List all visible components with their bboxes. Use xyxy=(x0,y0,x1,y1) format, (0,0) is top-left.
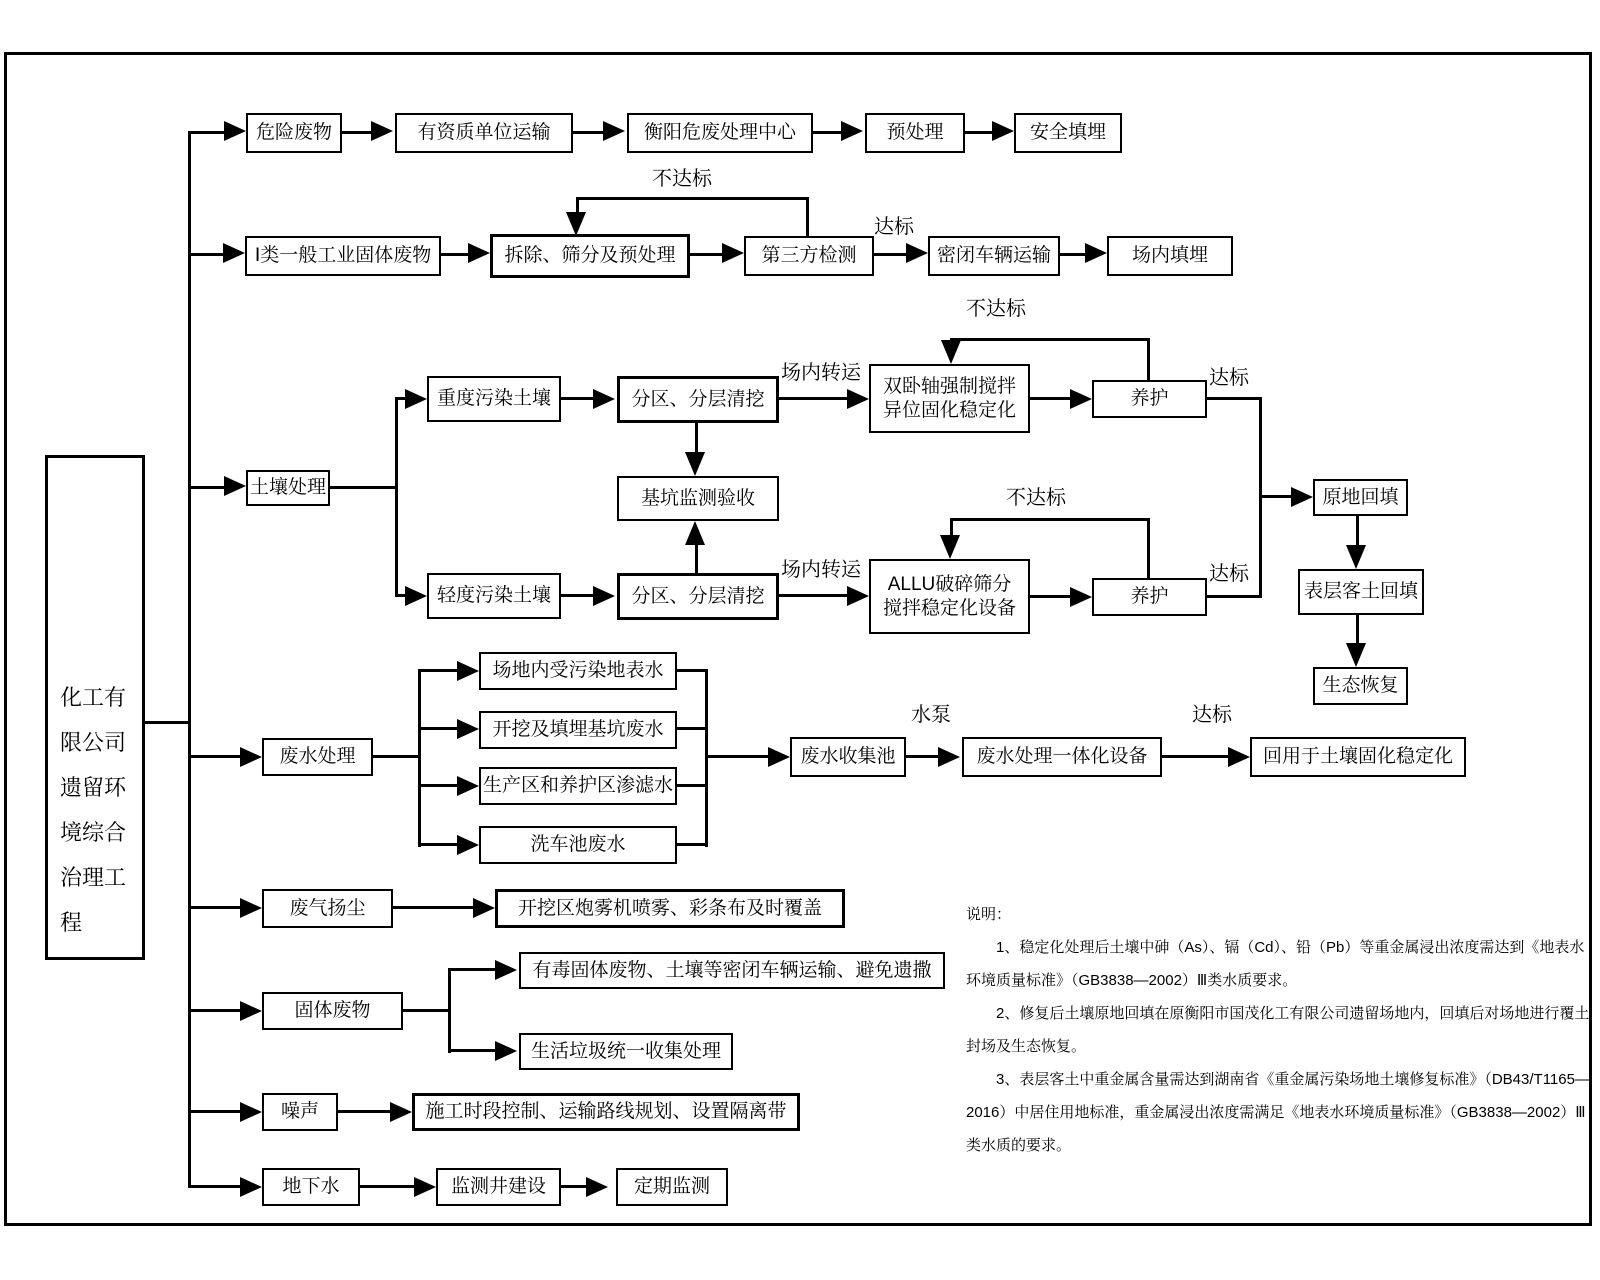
qualified-transport-box-label: 有资质单位运输 xyxy=(417,122,551,144)
flow-line xyxy=(576,197,809,200)
arrowhead-icon xyxy=(1070,587,1092,607)
flow-line xyxy=(441,253,468,256)
noise-box-label: 噪声 xyxy=(280,1101,319,1123)
flow-line xyxy=(448,1049,495,1052)
flow-line xyxy=(950,338,1150,341)
soil-transfer-bottom-label: 场内转运 xyxy=(781,559,861,581)
dual-shaft-solidification-box xyxy=(869,364,1030,433)
arrowhead-icon xyxy=(847,586,869,606)
note-item-1: 1、稳定化处理后土壤中砷（As）、镉（Cd）、铅（Pb）等重金属浸出浓度需达到《地表水环境质量标准》（GB3838—2002）Ⅲ类水质要求。 xyxy=(966,939,1585,989)
flow-line xyxy=(561,397,593,400)
flow-line xyxy=(561,594,593,597)
toxic-waste-transport-box-label: 有毒固体废物、土壤等密闭车辆运输、避免遗撒 xyxy=(532,959,932,981)
water-pump-label: 水泵 xyxy=(911,704,951,726)
sealed-vehicle-transport-box xyxy=(928,236,1060,276)
heavy-polluted-soil-box xyxy=(427,376,561,422)
note-item-3: 3、表层客土中重金属含量需达到湖南省《重金属污染场地土壤修复标准》（DB43/T1165—2016）中居住用地标准，重金属浸出浓度需满足《地表水环境质量标准》（GB3838—2002）Ⅲ类水质的要求。 xyxy=(966,1071,1590,1154)
arrowhead-icon xyxy=(992,121,1014,141)
curing-bottom-box xyxy=(1092,578,1207,616)
soil-transfer-top-label: 场内转运 xyxy=(781,362,861,384)
safe-landfill-box-label: 安全填埋 xyxy=(1029,122,1106,144)
flow-line xyxy=(373,755,420,758)
noise-box xyxy=(262,1093,338,1131)
arrowhead-icon xyxy=(940,535,960,559)
arrowhead-icon xyxy=(405,389,427,409)
subarea-excavation-top-box-label: 分区、分层清挖 xyxy=(631,388,765,410)
flow-line xyxy=(1262,495,1291,498)
arrowhead-icon xyxy=(240,1102,262,1122)
seepage-water-box xyxy=(479,767,677,805)
periodic-monitoring-box xyxy=(616,1168,728,1206)
arrowhead-icon xyxy=(414,1177,436,1197)
flow-line xyxy=(418,669,457,672)
hazardous-waste-box xyxy=(246,113,342,153)
soil-reuse-box xyxy=(1250,737,1466,777)
integrated-treatment-device-box-label: 废水处理一体化设备 xyxy=(976,746,1148,768)
arrowhead-icon xyxy=(1228,747,1250,767)
flow-line xyxy=(418,727,457,730)
eco-restoration-box-label: 生态恢复 xyxy=(1322,675,1399,697)
flow-line xyxy=(779,594,847,597)
flow-line xyxy=(330,486,397,489)
flow-line xyxy=(448,968,451,1053)
soil-pass-bottom-label: 达标 xyxy=(1209,563,1249,585)
noise-measures-box xyxy=(412,1093,800,1131)
carwash-wastewater-box xyxy=(479,826,677,864)
flow-line xyxy=(813,131,841,134)
flow-line xyxy=(677,727,708,730)
curing-top-box-label: 养护 xyxy=(1130,388,1169,410)
pit-wastewater-box-label: 开挖及填埋基坑废水 xyxy=(492,719,664,741)
flow-line xyxy=(677,784,708,787)
polluted-surface-water-box xyxy=(479,652,677,690)
flow-line xyxy=(874,253,906,256)
soil-fail-top-label: 不达标 xyxy=(966,298,1026,320)
sealed-vehicle-transport-box-label: 密闭车辆运输 xyxy=(936,245,1051,267)
flow-line xyxy=(1030,397,1070,400)
light-polluted-soil-box-label: 轻度污染土壤 xyxy=(436,585,551,607)
arrowhead-icon xyxy=(941,340,961,364)
groundwater-box xyxy=(262,1168,360,1206)
solid-waste-box xyxy=(262,992,403,1030)
solid-waste-box-label: 固体废物 xyxy=(294,1000,371,1022)
flow-line xyxy=(188,1009,242,1012)
flow-line xyxy=(393,906,473,909)
allu-stabilization-box-label: ALLU破碎筛分 xyxy=(887,573,1012,595)
subarea-excavation-bottom-box xyxy=(617,573,779,620)
third-party-test-box xyxy=(744,236,874,276)
arrowhead-icon xyxy=(906,243,928,263)
arrowhead-icon xyxy=(1070,389,1092,409)
flow-line xyxy=(188,906,242,909)
project-root-label: 化工有限公司遗留环境综合治理工程 xyxy=(60,685,127,935)
flow-line xyxy=(418,784,457,787)
flow-line xyxy=(695,423,698,454)
notes-block xyxy=(966,898,1594,1162)
onsite-landfill-box-label: 场内填埋 xyxy=(1131,245,1208,267)
dual-shaft-solidification-box-label: 异位固化稳定化 xyxy=(882,399,1016,421)
arrowhead-icon xyxy=(593,586,615,606)
pit-monitoring-acceptance-box xyxy=(617,476,779,521)
arrowhead-icon xyxy=(468,243,490,263)
wastewater-treatment-box xyxy=(262,738,373,776)
arrowhead-icon xyxy=(240,1177,262,1197)
dual-shaft-solidification-box-label: 双卧轴强制搅拌 xyxy=(882,375,1016,397)
arrowhead-icon xyxy=(586,1177,608,1197)
groundwater-box-label: 地下水 xyxy=(282,1176,340,1198)
arrowhead-icon xyxy=(457,661,479,681)
monitoring-well-box-label: 监测井建设 xyxy=(450,1176,546,1198)
monitoring-well-box xyxy=(436,1168,561,1206)
flow-line xyxy=(705,669,708,847)
allu-stabilization-box-label: 搅拌稳定化设备 xyxy=(882,597,1016,619)
dust-gas-box xyxy=(262,889,393,928)
polluted-surface-water-box-label: 场地内受污染地表水 xyxy=(492,660,664,682)
dust-measures-box-label: 开挖区炮雾机喷雾、彩条布及时覆盖 xyxy=(517,897,822,919)
arrowhead-icon xyxy=(593,389,615,409)
arrowhead-icon xyxy=(457,719,479,739)
flow-line xyxy=(965,131,992,134)
arrowhead-icon xyxy=(841,121,863,141)
flow-line xyxy=(677,843,708,846)
pretreatment-box xyxy=(865,113,965,153)
flow-line xyxy=(1060,253,1085,256)
flow-line xyxy=(950,518,1150,521)
soil-fail-bottom-label: 不达标 xyxy=(1006,487,1066,509)
arrowhead-icon xyxy=(224,476,246,496)
flow-line xyxy=(145,721,190,724)
flow-line xyxy=(188,1110,242,1113)
arrowhead-icon xyxy=(390,1102,412,1122)
flow-line xyxy=(1147,518,1150,578)
flow-line xyxy=(403,1009,450,1012)
pretreatment-box-label: 预处理 xyxy=(886,122,944,144)
flow-line xyxy=(779,397,847,400)
flow-line xyxy=(1207,397,1262,400)
flow-line xyxy=(677,669,708,672)
onsite-landfill-box xyxy=(1107,236,1233,276)
flow-line xyxy=(695,545,698,573)
subarea-excavation-top-box xyxy=(617,376,779,423)
flow-line xyxy=(690,253,722,256)
arrowhead-icon xyxy=(223,243,245,263)
seepage-water-box-label: 生产区和养护区渗滤水 xyxy=(482,775,673,797)
flow-line xyxy=(338,1110,390,1113)
integrated-treatment-device-box xyxy=(962,737,1162,777)
notes-heading: 说明： xyxy=(966,906,1012,923)
arrowhead-icon xyxy=(685,521,705,545)
flow-line xyxy=(188,131,191,1188)
flow-line xyxy=(1356,615,1359,644)
flow-line xyxy=(573,131,603,134)
arrowhead-icon xyxy=(768,747,790,767)
arrowhead-icon xyxy=(566,212,586,236)
arrowhead-icon xyxy=(457,835,479,855)
arrowhead-icon xyxy=(1346,643,1366,667)
inplace-backfill-box-label: 原地回填 xyxy=(1322,486,1399,508)
allu-stabilization-box xyxy=(869,559,1030,634)
arrowhead-icon xyxy=(603,121,625,141)
flow-line xyxy=(1147,338,1150,381)
soil-reuse-box-label: 回用于土壤固化稳定化 xyxy=(1262,746,1453,768)
inplace-backfill-box xyxy=(1313,479,1408,516)
heavy-polluted-soil-box-label: 重度污染土壤 xyxy=(436,388,551,410)
noise-measures-box-label: 施工时段控制、运输路线规划、设置隔离带 xyxy=(425,1101,787,1123)
flow-line xyxy=(418,843,457,846)
light-polluted-soil-box xyxy=(427,573,561,619)
toxic-waste-transport-box xyxy=(519,952,945,989)
dust-gas-box-label: 废气扬尘 xyxy=(289,897,366,919)
flow-line xyxy=(188,486,224,489)
periodic-monitoring-box-label: 定期监测 xyxy=(633,1176,710,1198)
flow-line xyxy=(906,755,938,758)
flow-line xyxy=(188,131,224,134)
arrowhead-icon xyxy=(847,389,869,409)
wastewater-collection-pool-box-label: 废水收集池 xyxy=(800,746,896,768)
flow-line xyxy=(418,669,421,847)
wastewater-treatment-box-label: 废水处理 xyxy=(279,746,356,768)
class1-industrial-waste-box-label: Ⅰ类一般工业固体废物 xyxy=(254,245,432,267)
flow-line xyxy=(342,131,371,134)
row2-pass-label: 达标 xyxy=(874,216,914,238)
curing-bottom-box-label: 养护 xyxy=(1130,586,1169,608)
arrowhead-icon xyxy=(240,1001,262,1021)
arrowhead-icon xyxy=(1346,545,1366,569)
dismantle-screen-box xyxy=(490,234,690,278)
dismantle-screen-box-label: 拆除、筛分及预处理 xyxy=(504,245,676,267)
carwash-wastewater-box-label: 洗车池废水 xyxy=(530,834,626,856)
hazardous-waste-box-label: 危险废物 xyxy=(255,122,332,144)
wastewater-collection-pool-box xyxy=(790,737,906,777)
flow-line xyxy=(448,968,495,971)
topsoil-backfill-box-label: 表层客土回填 xyxy=(1303,581,1418,603)
note-item-2: 2、修复后土壤原地回填在原衡阳市国茂化工有限公司遗留场地内，回填后对场地进行覆土封场及生态恢复。 xyxy=(966,1005,1590,1055)
pit-monitoring-acceptance-box-label: 基坑监测验收 xyxy=(640,487,755,509)
garbage-collection-box xyxy=(519,1033,733,1070)
arrowhead-icon xyxy=(722,243,744,263)
arrowhead-icon xyxy=(240,747,262,767)
flow-line xyxy=(705,755,768,758)
arrowhead-icon xyxy=(457,776,479,796)
soil-pass-top-label: 达标 xyxy=(1209,367,1249,389)
dust-measures-box xyxy=(495,889,845,928)
subarea-excavation-bottom-box-label: 分区、分层清挖 xyxy=(631,585,765,607)
flow-line xyxy=(188,755,242,758)
arrowhead-icon xyxy=(371,121,393,141)
third-party-test-box-label: 第三方检测 xyxy=(761,245,857,267)
arrowhead-icon xyxy=(405,586,427,606)
class1-industrial-waste-box xyxy=(245,236,441,276)
arrowhead-icon xyxy=(473,898,495,918)
project-root-box xyxy=(45,455,145,960)
water-pass-label: 达标 xyxy=(1192,704,1232,726)
qualified-transport-box xyxy=(395,113,573,153)
curing-top-box xyxy=(1092,380,1207,418)
flow-line xyxy=(1207,595,1262,598)
topsoil-backfill-box xyxy=(1298,569,1424,615)
hengyang-disposal-center-box-label: 衡阳危废处理中心 xyxy=(643,122,796,144)
soil-treatment-box xyxy=(246,470,330,506)
flow-line xyxy=(188,253,223,256)
hengyang-disposal-center-box xyxy=(627,113,813,153)
flow-line xyxy=(1162,755,1228,758)
row2-fail-label: 不达标 xyxy=(652,168,712,190)
flow-line xyxy=(1356,516,1359,545)
arrowhead-icon xyxy=(938,747,960,767)
flow-line xyxy=(1030,595,1070,598)
arrowhead-icon xyxy=(240,898,262,918)
arrowhead-icon xyxy=(495,1041,517,1061)
flow-line xyxy=(395,397,398,597)
garbage-collection-box-label: 生活垃圾统一收集处理 xyxy=(530,1040,721,1062)
safe-landfill-box xyxy=(1014,113,1122,153)
arrowhead-icon xyxy=(1085,243,1107,263)
flow-line xyxy=(188,1185,242,1188)
flow-line xyxy=(360,1185,414,1188)
arrowhead-icon xyxy=(685,452,705,476)
arrowhead-icon xyxy=(495,960,517,980)
pit-wastewater-box xyxy=(479,711,677,749)
arrowhead-icon xyxy=(1291,487,1313,507)
arrowhead-icon xyxy=(224,121,246,141)
eco-restoration-box xyxy=(1313,667,1408,705)
soil-treatment-box-label: 土壤处理 xyxy=(249,477,326,499)
flow-line xyxy=(806,197,809,236)
